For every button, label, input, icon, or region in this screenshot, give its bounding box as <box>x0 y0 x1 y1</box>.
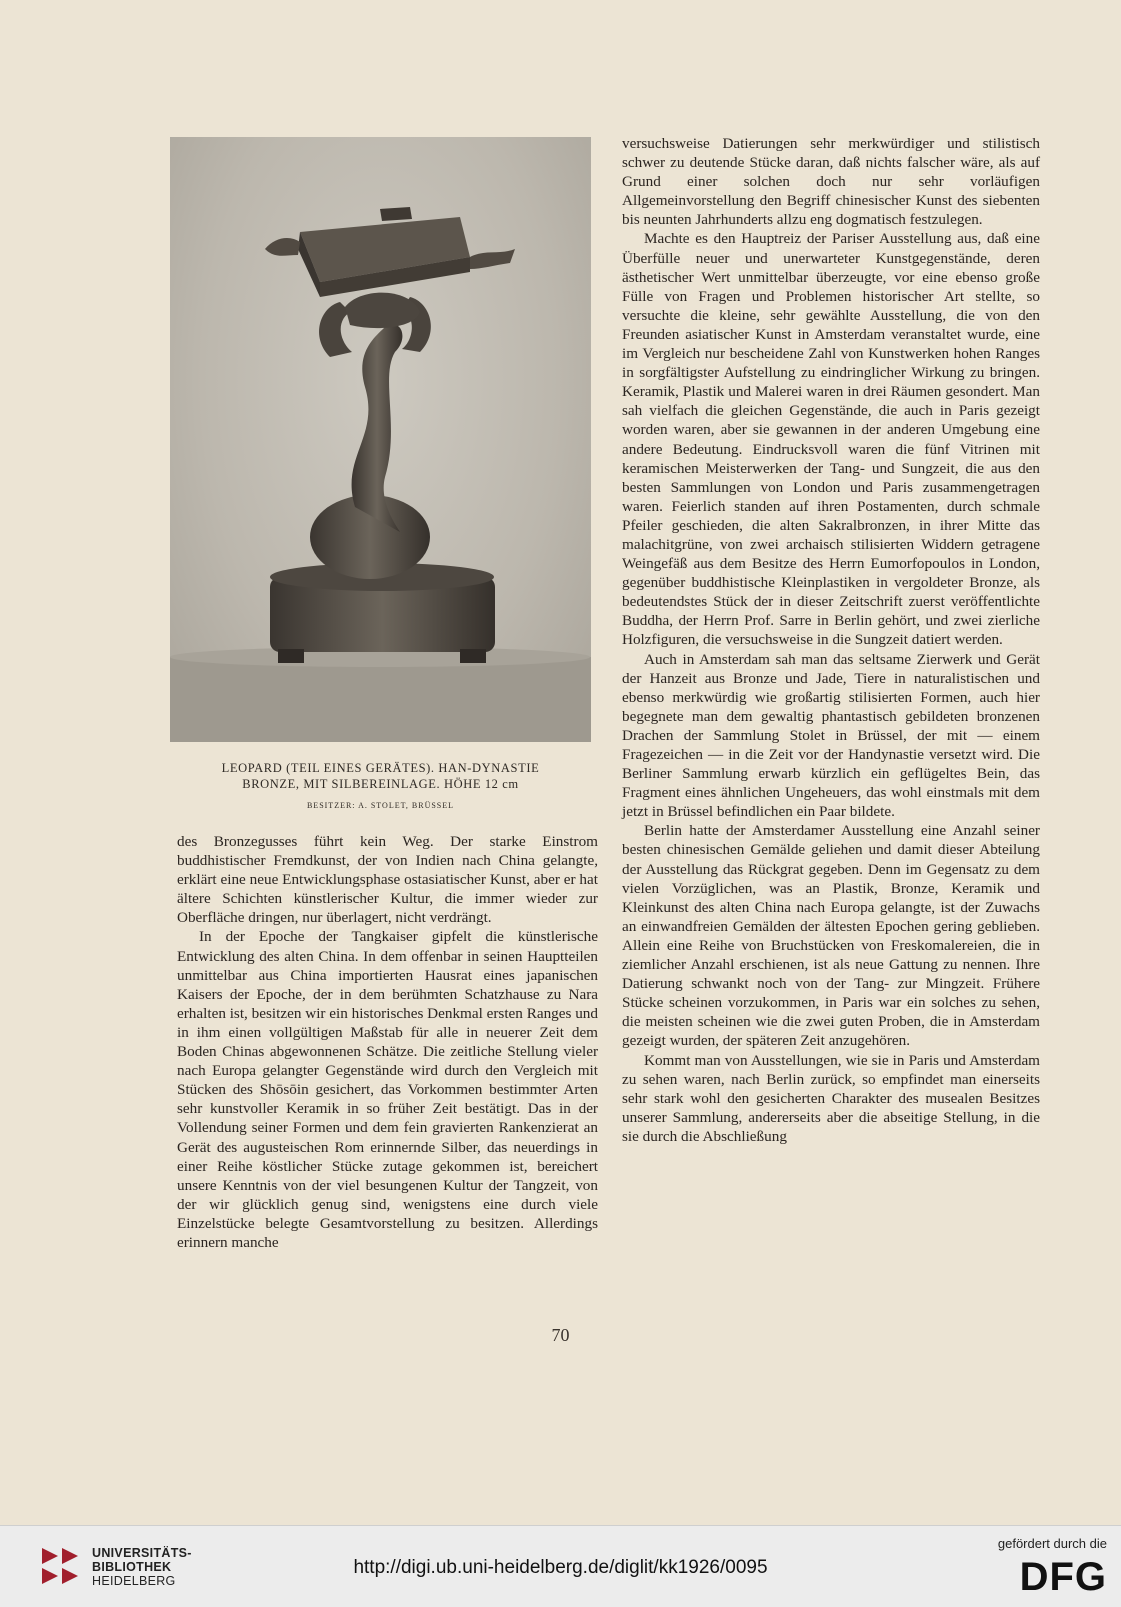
page-number: 70 <box>551 1325 570 1345</box>
figure-caption <box>170 760 591 814</box>
right-text-column <box>622 134 1040 1146</box>
library-name-line-3: HEIDELBERG <box>92 1574 176 1588</box>
paragraph: Berlin hatte der Amsterdamer Ausstellung eine Anzahl seiner besten chinesischen Gemälde geliehen und damit dieser Abteilung der Ausstellung das Rückgrat gegeben. Denn im Gegensatz zu dem vielen Vorzüglichen, was an Plastik, Bronze, Keramik und Kleinkunst des alten China nach Europa gelangte, ist der Zuwachs an einwandfreien Gemälden der ältesten Epochen gering geblieben. Allein eine Reihe von Bruchstücken von Freskomalereien, die in ziemlicher Anzahl erschienen, ist als neue Gattung zu nennen. Ihre Datierung schwankt noch von der Tang- zur Mingzeit. Frühere Stücke scheinen vorzukommen, in Paris war ein solches zu sehen, die meisten scheinen wie die zwei guten Proben, die in Amsterdam gezeigt wurden, der späteren Zeit anzugehören. <box>622 822 1040 1050</box>
paragraph: des Bronzegusses führt kein Weg. Der starke Einstrom buddhistischer Fremdkunst, der von Indien nach China gelangte, erklärt eine neue Entwicklungsphase ostasiatischer Kunst, aber er hat ältere Schichten künstlerischer Kultur, die immer wieder zur Oberfläche dringen, nur überlagert, nicht verdrängt. <box>177 833 598 927</box>
caption-line-1: LEOPARD (TEIL EINES GERÄTES). HAN-DYNASTIE <box>221 761 540 775</box>
leopard-photograph <box>170 137 591 742</box>
caption-line-2: BRONZE, MIT SILBEREINLAGE. HÖHE 12 cm <box>242 777 519 791</box>
left-text-column <box>177 832 598 1252</box>
paragraph: Kommt man von Ausstellungen, wie sie in Paris und Amsterdam zu sehen waren, nach Berlin zurück, so empfindet man einerseits sehr stark wohl den gesicherten Charakter des musealen Besitzes unserer Sammlung, andererseits aber die abseitige Stellung, in die sie durch die Abschließung <box>622 1051 1040 1145</box>
leopard-bronze-image <box>170 137 591 742</box>
document-url-link[interactable]: http://digi.ub.uni-heidelberg.de/diglit/kk1926/0095 <box>353 1557 768 1578</box>
dfg-logo[interactable]: DFG <box>1019 1555 1107 1599</box>
viewer-footer <box>0 1525 1121 1607</box>
paragraph: versuchsweise Datierungen sehr merkwürdiger und stilistisch schwer zu deutende Stücke daran, daß nichts falscher wäre, als auf Grund einer solchen doch nur sehr vorläufigen Allgemeinvorstellung den Begriff chinesischer Kunst des siebenten bis neunten Jahrhunderts allzu eng dogmatisch festzulegen. <box>622 135 1040 229</box>
funding-label: gefördert durch die <box>997 1536 1107 1551</box>
paragraph: Auch in Amsterdam sah man das seltsame Zierwerk und Gerät der Hanzeit aus Bronze und Jade, Tiere in naturalistischen und ebenso merkwürdig wie großartig stilisierten Formen, auch hier begegnete man dem gewaltig phantastisch gebildeten bronzenen Drachen der Sammlung Stolet in Brüssel, der mit — einem Fragezeichen — in die Zeit vor der Handynastie versetzt wird. Die Berliner Sammlung erwarb kürzlich ein geflügeltes Bein, das Fragment eines ähnlichen Ungeheuers, das wohl einstmals mit dem jetzt in Brüssel befindlichen ein Paar bildete. <box>622 650 1040 821</box>
caption-owner: BESITZER: A. STOLET, BRÜSSEL <box>306 801 455 810</box>
library-name-line-1: UNIVERSITÄTS- <box>92 1546 192 1560</box>
library-name-line-2: BIBLIOTHEK <box>92 1560 172 1574</box>
paragraph: In der Epoche der Tangkaiser gipfelt die künstlerische Entwicklung des alten China. In dem offenbar in seinen Hauptteilen unmittelbar aus China importierten Hausrat eines japanischen Kaisers der Epoche, der in dem berühmten Schatzhause zu Nara erhalten ist, besitzen wir ein historisches Denkmal ersten Ranges und in ihm einen vollgültigen Maßstab für alle in neuerer Zeit dem Boden Chinas abgewonnenen Schätze. Die zeitliche Stellung vieler nach Europa gelangter Gegenstände wird durch den Vergleich mit Stücken des Shōsōin gesichert, das Vorkommen bestimmter Arten sehr kunstvoller Keramik in so früher Zeit bestätigt. Das in der Vollendung seiner Formen und dem fein gravierten Rankenzierat an Gerät des augusteischen Rom erinnernde Silber, das neuerdings in einer Reihe köstlicher Stücke zutage gekommen ist, bereichert unsere Kenntnis von der viel besungenen Kultur der Tangzeit, von der wir glücklich genug sind, wenigstens eine durch viele Einzelstücke belegte Gesamtvorstellung zu besitzen. Allerdings erinnern manche <box>177 928 598 1251</box>
paragraph: Machte es den Hauptreiz der Pariser Ausstellung aus, daß eine Überfülle neuer und unerwarteter Kunstgegenstände, deren ästhetischer Wert unmittelbar überzeugte, vor eine ebenso große Fülle von Fragen und Problemen historischer Art stellte, so versuchte die kleine, sehr gewählte Ausstellung, die von den Freunden asiatischer Kunst in Amsterdam veranstaltet wurde, eine im Vergleich nur bescheidene Zahl von Kunstwerken hohen Ranges in sorgfältigster Aufstellung zu eindringlicher Wirkung zu bringen. Keramik, Plastik und Malerei waren in drei Räumen gesondert. Man sah vielfach die gleichen Gegenstände, die auch in Paris gezeigt worden waren, aber sie gewannen in der anderen Umgebung eine andere Bedeutung. Eindrucksvoll waren die fünf Vitrinen mit keramischen Meisterwerken der Tang- und Sungzeit, die aus den besten Sammlungen von London und Paris zusammengetragen waren. Feierlich standen auf ihren Postamenten, durch schmale Pfeiler geschieden, die alten Sakralbronzen, in ihrer Mitte das malachitgrüne, von zwei archaisch stilisierten Widdern getragene Weingefäß aus dem Besitze des Herrn Eumorfopoulos in London, gegenüber buddhistische Kleinplastiken in vergoldeter Bronze, als bedeutendstes Stück der in dieser Zeitschrift zuerst veröffentlichte Buddha, der Herrn Prof. Sarre in Berlin gehört, und zwei zierliche Holzfiguren, die versuchsweise in die Sungzeit datiert werden. <box>622 230 1040 649</box>
